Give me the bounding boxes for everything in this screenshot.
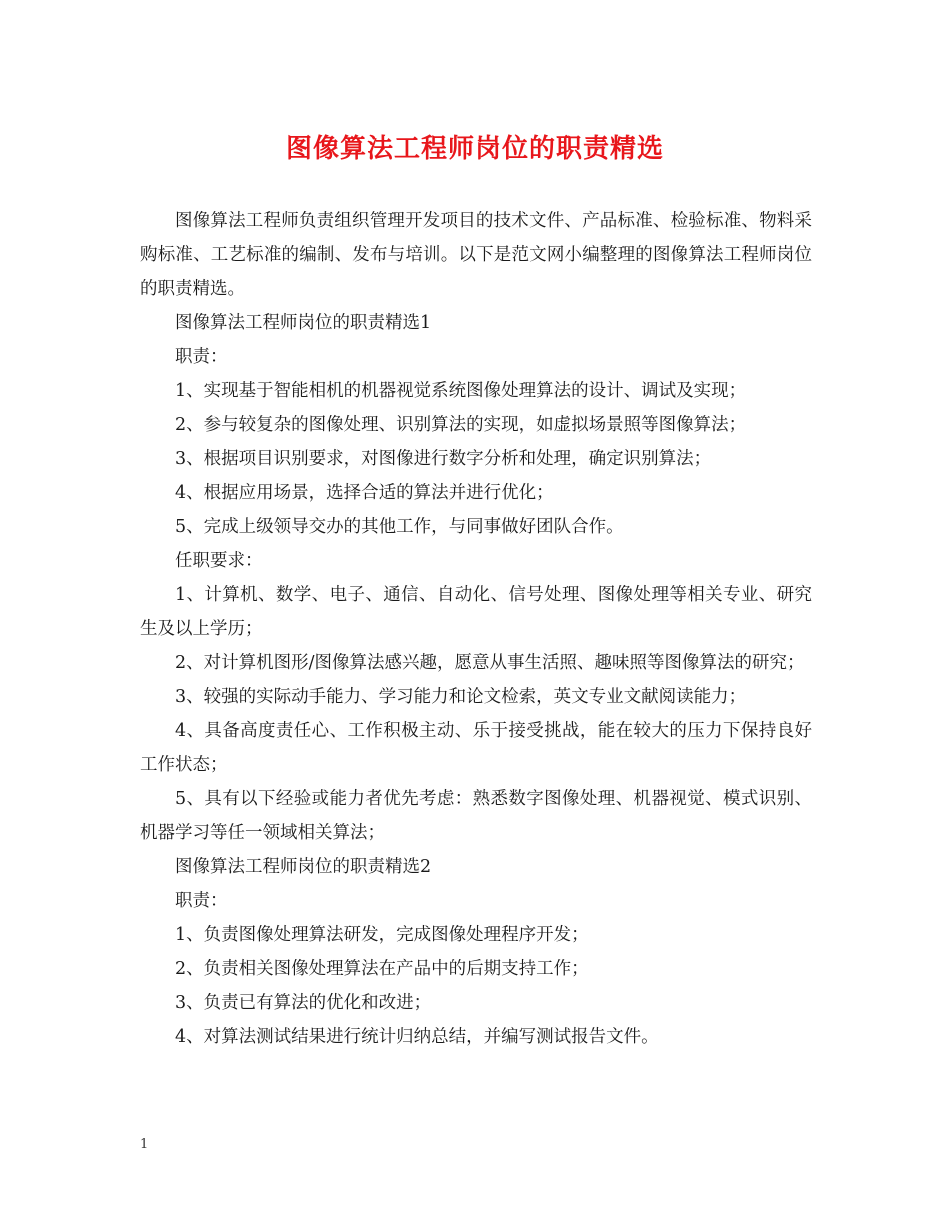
duty-item: 4、对算法测试结果进行统计归纳总结，并编写测试报告文件。 xyxy=(175,1027,659,1047)
duty-item: 3、负责已有算法的优化和改进； xyxy=(175,993,432,1013)
duty-item: 1、实现基于智能相机的机器视觉系统图像处理算法的设计、调试及实现； xyxy=(175,381,747,401)
requirement-item: 1、计算机、数学、电子、通信、自动化、信号处理、图像处理等相关专业、研究生及以上学历； xyxy=(140,585,812,639)
duty-item: 3、根据项目识别要求，对图像进行数字分析和处理，确定识别算法； xyxy=(175,449,712,469)
section-heading-1: 图像算法工程师岗位的职责精选1 xyxy=(175,313,432,333)
duty-item: 2、参与较复杂的图像处理、识别算法的实现，如虚拟场景照等图像算法； xyxy=(175,415,747,435)
duty-item: 4、根据应用场景，选择合适的算法并进行优化； xyxy=(175,483,554,503)
section-heading-2: 图像算法工程师岗位的职责精选2 xyxy=(175,857,432,877)
duties-label: 职责： xyxy=(175,891,228,911)
document-title: 图像算法工程师岗位的职责精选 xyxy=(285,134,664,164)
requirement-item: 4、具备高度责任心、工作积极主动、乐于接受挑战，能在较大的压力下保持良好工作状态； xyxy=(140,721,812,775)
intro-paragraph: 图像算法工程师负责组织管理开发项目的技术文件、产品标准、检验标准、物料采购标准、工艺标准的编制、发布与培训。以下是范文网小编整理的图像算法工程师岗位的职责精选。 xyxy=(140,211,812,299)
requirement-item: 2、对计算机图形/图像算法感兴趣，愿意从事生活照、趣味照等图像算法的研究； xyxy=(175,653,805,673)
requirements-label: 任职要求： xyxy=(175,551,263,571)
duties-label: 职责： xyxy=(175,347,228,367)
duty-item: 2、负责相关图像处理算法在产品中的后期支持工作； xyxy=(175,959,589,979)
page-number: 1 xyxy=(140,1137,149,1152)
document-body xyxy=(140,204,812,1054)
requirement-item: 3、较强的实际动手能力、学习能力和论文检索，英文专业文献阅读能力； xyxy=(175,687,747,707)
duty-item: 1、负责图像处理算法研发，完成图像处理程序开发； xyxy=(175,925,589,945)
requirement-item: 5、具有以下经验或能力者优先考虑：熟悉数字图像处理、机器视觉、模式识别、机器学习等任一领域相关算法； xyxy=(140,789,812,843)
duty-item: 5、完成上级领导交办的其他工作，与同事做好团队合作。 xyxy=(175,517,624,537)
